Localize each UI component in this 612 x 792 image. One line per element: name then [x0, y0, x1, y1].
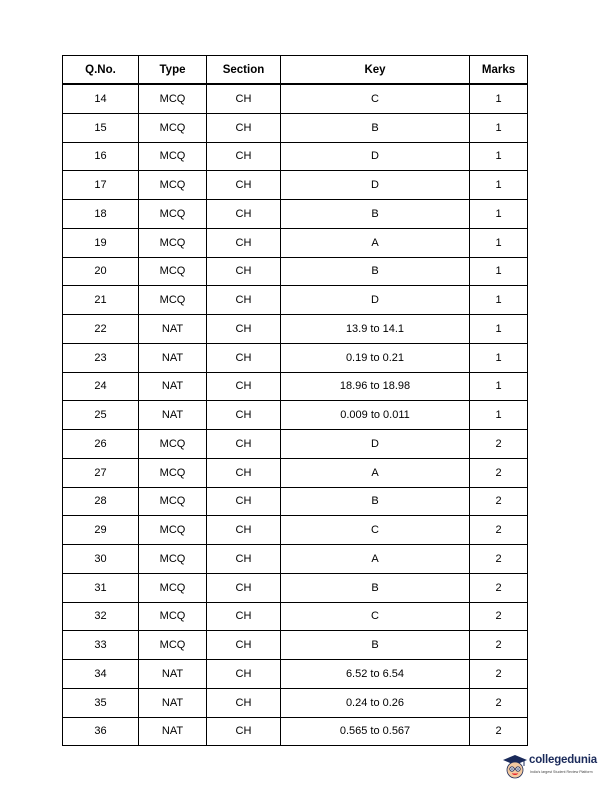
- table-body: [63, 84, 528, 746]
- cell-marks: 1: [470, 343, 528, 372]
- cell-key: 0.009 to 0.011: [281, 401, 470, 430]
- cell-section: CH: [207, 430, 281, 459]
- cell-marks: 2: [470, 717, 528, 746]
- cell-type: MCQ: [139, 602, 207, 631]
- cell-marks: 1: [470, 84, 528, 113]
- cell-qno: 16: [63, 142, 139, 171]
- cell-qno: 31: [63, 573, 139, 602]
- table-row: [63, 286, 528, 315]
- cell-type: MCQ: [139, 631, 207, 660]
- cell-qno: 36: [63, 717, 139, 746]
- cell-qno: 34: [63, 660, 139, 689]
- cell-type: NAT: [139, 401, 207, 430]
- table-row: [63, 84, 528, 113]
- cell-qno: 30: [63, 545, 139, 574]
- cell-section: CH: [207, 688, 281, 717]
- logo-tagline: India's largest Student Review Platform: [530, 770, 593, 774]
- cell-marks: 2: [470, 688, 528, 717]
- table-row: [63, 516, 528, 545]
- graduate-mascot-icon: [502, 754, 528, 780]
- cell-key: D: [281, 142, 470, 171]
- table-row: [63, 343, 528, 372]
- header-marks: Marks: [470, 56, 528, 85]
- cell-key: 6.52 to 6.54: [281, 660, 470, 689]
- table-row: [63, 487, 528, 516]
- cell-section: CH: [207, 171, 281, 200]
- cell-marks: 1: [470, 142, 528, 171]
- cell-marks: 2: [470, 458, 528, 487]
- cell-qno: 19: [63, 228, 139, 257]
- cell-key: B: [281, 631, 470, 660]
- cell-qno: 23: [63, 343, 139, 372]
- cell-type: MCQ: [139, 113, 207, 142]
- table-row: [63, 545, 528, 574]
- cell-section: CH: [207, 142, 281, 171]
- cell-section: CH: [207, 573, 281, 602]
- cell-type: NAT: [139, 372, 207, 401]
- cell-qno: 21: [63, 286, 139, 315]
- cell-type: MCQ: [139, 286, 207, 315]
- table-row: [63, 458, 528, 487]
- cell-type: MCQ: [139, 545, 207, 574]
- cell-marks: 1: [470, 315, 528, 344]
- table-row: [63, 717, 528, 746]
- cell-section: CH: [207, 516, 281, 545]
- cell-type: MCQ: [139, 142, 207, 171]
- collegedunia-logo: [502, 752, 610, 784]
- cell-qno: 33: [63, 631, 139, 660]
- cell-type: MCQ: [139, 257, 207, 286]
- cell-marks: 1: [470, 228, 528, 257]
- cell-marks: 1: [470, 257, 528, 286]
- cell-type: NAT: [139, 660, 207, 689]
- cell-qno: 35: [63, 688, 139, 717]
- cell-type: MCQ: [139, 430, 207, 459]
- table-row: [63, 430, 528, 459]
- cell-marks: 2: [470, 487, 528, 516]
- cell-marks: 1: [470, 113, 528, 142]
- cell-key: B: [281, 487, 470, 516]
- cell-section: CH: [207, 458, 281, 487]
- cell-qno: 14: [63, 84, 139, 113]
- cell-type: MCQ: [139, 84, 207, 113]
- table-row: [63, 200, 528, 229]
- cell-key: 0.19 to 0.21: [281, 343, 470, 372]
- table-header-row: [63, 56, 528, 85]
- cell-marks: 2: [470, 545, 528, 574]
- cell-section: CH: [207, 257, 281, 286]
- cell-key: 18.96 to 18.98: [281, 372, 470, 401]
- header-type: Type: [139, 56, 207, 85]
- cell-section: CH: [207, 113, 281, 142]
- cell-type: MCQ: [139, 573, 207, 602]
- cell-section: CH: [207, 372, 281, 401]
- cell-section: CH: [207, 602, 281, 631]
- cell-section: CH: [207, 631, 281, 660]
- cell-marks: 2: [470, 660, 528, 689]
- cell-qno: 18: [63, 200, 139, 229]
- cell-key: A: [281, 458, 470, 487]
- cell-qno: 24: [63, 372, 139, 401]
- cell-type: NAT: [139, 688, 207, 717]
- cell-qno: 22: [63, 315, 139, 344]
- cell-type: NAT: [139, 717, 207, 746]
- cell-section: CH: [207, 315, 281, 344]
- cell-key: A: [281, 228, 470, 257]
- logo-wordmark: collegedunia: [529, 754, 597, 766]
- table-row: [63, 142, 528, 171]
- cell-marks: 1: [470, 171, 528, 200]
- cell-section: CH: [207, 343, 281, 372]
- table-row: [63, 315, 528, 344]
- cell-key: C: [281, 84, 470, 113]
- cell-marks: 1: [470, 372, 528, 401]
- cell-qno: 27: [63, 458, 139, 487]
- cell-key: 0.24 to 0.26: [281, 688, 470, 717]
- cell-qno: 26: [63, 430, 139, 459]
- table-row: [63, 573, 528, 602]
- cell-section: CH: [207, 545, 281, 574]
- cell-key: A: [281, 545, 470, 574]
- table-row: [63, 688, 528, 717]
- cell-section: CH: [207, 487, 281, 516]
- table-row: [63, 113, 528, 142]
- cell-section: CH: [207, 228, 281, 257]
- header-key: Key: [281, 56, 470, 85]
- cell-key: 0.565 to 0.567: [281, 717, 470, 746]
- cell-type: MCQ: [139, 487, 207, 516]
- cell-section: CH: [207, 717, 281, 746]
- cell-type: MCQ: [139, 171, 207, 200]
- cell-type: MCQ: [139, 228, 207, 257]
- cell-type: MCQ: [139, 458, 207, 487]
- cell-type: NAT: [139, 315, 207, 344]
- cell-key: B: [281, 257, 470, 286]
- cell-key: B: [281, 113, 470, 142]
- table-row: [63, 257, 528, 286]
- cell-marks: 1: [470, 200, 528, 229]
- cell-key: D: [281, 286, 470, 315]
- table-row: [63, 228, 528, 257]
- cell-marks: 1: [470, 286, 528, 315]
- cell-qno: 29: [63, 516, 139, 545]
- cell-marks: 2: [470, 430, 528, 459]
- answer-key-table: [62, 55, 528, 746]
- cell-marks: 2: [470, 516, 528, 545]
- header-section: Section: [207, 56, 281, 85]
- table-row: [63, 171, 528, 200]
- cell-key: B: [281, 573, 470, 602]
- cell-key: D: [281, 171, 470, 200]
- cell-key: C: [281, 602, 470, 631]
- cell-key: B: [281, 200, 470, 229]
- cell-key: D: [281, 430, 470, 459]
- cell-qno: 32: [63, 602, 139, 631]
- cell-section: CH: [207, 84, 281, 113]
- table-row: [63, 660, 528, 689]
- cell-section: CH: [207, 286, 281, 315]
- cell-marks: 2: [470, 573, 528, 602]
- cell-marks: 1: [470, 401, 528, 430]
- cell-key: 13.9 to 14.1: [281, 315, 470, 344]
- table-row: [63, 372, 528, 401]
- cell-section: CH: [207, 401, 281, 430]
- cell-key: C: [281, 516, 470, 545]
- cell-type: MCQ: [139, 200, 207, 229]
- cell-section: CH: [207, 200, 281, 229]
- cell-qno: 25: [63, 401, 139, 430]
- table-row: [63, 631, 528, 660]
- cell-qno: 17: [63, 171, 139, 200]
- cell-qno: 15: [63, 113, 139, 142]
- header-qno: Q.No.: [63, 56, 139, 85]
- table-row: [63, 602, 528, 631]
- cell-qno: 20: [63, 257, 139, 286]
- cell-type: NAT: [139, 343, 207, 372]
- cell-marks: 2: [470, 631, 528, 660]
- table-row: [63, 401, 528, 430]
- cell-marks: 2: [470, 602, 528, 631]
- cell-qno: 28: [63, 487, 139, 516]
- cell-section: CH: [207, 660, 281, 689]
- cell-type: MCQ: [139, 516, 207, 545]
